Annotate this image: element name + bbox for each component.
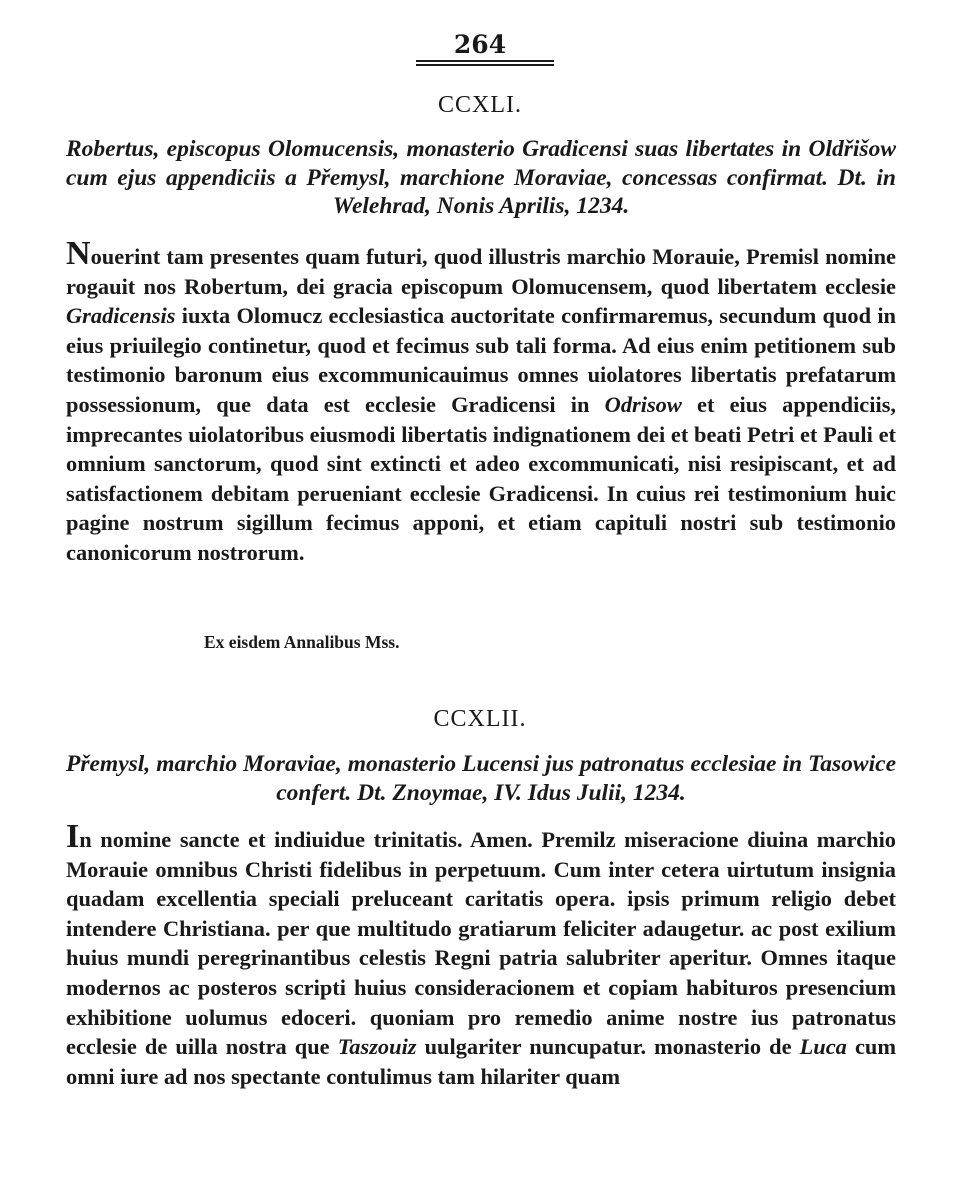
charter-text-ccxlii [66,818,896,1091]
charter-number-ccxlii: CCXLII. [433,706,527,732]
charter-text-segment: ouerint tam presentes quam futuri, quod illustris marchio Morauie, Premisl nomine rogauit nos Robertum, dei gracia episcopum Olomucensem, quod libertatem ecclesie [66,244,896,299]
charter-text-segment: uulgariter nuncupatur. monasterio de [416,1034,800,1060]
charter-text-segment: et eius appendiciis, imprecantes uiolatoribus eiusmodi libertatis indignationem dei et beati Petri et Pauli et omnium sanctorum, quod sint extincti et adeo excommunicati, nisi resipiscant, et ad satisfactionem debitam perueniant ecclesie Gradicensi. In cuius rei testimonium huic pagine nostrum sigillum fecimus apponi, et etiam capituli nostri sub testimonio canonicorum nostrorum. [66,391,897,565]
initial-letter: I [66,818,80,855]
page-number-rule-upper [416,60,554,62]
charter-summary-ccxlii: Přemysl, marchio Moraviae, monasterio Lucensi jus patronatus ecclesiae in Tasowice confert. Dt. Znoymae, IV. Idus Julii, 1234. [66,751,896,806]
place-name-gradicensis: Gradicensis [66,303,176,329]
place-name-luca: Luca [799,1034,847,1060]
place-name-odrisow: Odrisow [604,391,682,417]
charter-text-ccxli [66,235,897,568]
charter-text-segment: iuxta Olomucz ecclesiastica auctoritate confirmaremus, secundum quod in eius priuilegio continetur, quod et fecimus sub tali forma. Ad eius enim petitionem sub testimonio baronum eius excommunicauimus omnes uiolatores libertatis prefatarum possessionum, que data est ecclesie Gradicensi in [66,303,896,417]
charter-summary-ccxli: Robertus, episcopus Olomucensis, monasterio Gradicensi suas libertates in Oldřišow cum ejus appendiciis a Přemysl, marchione Moraviae, concessas confirmat. Dt. in Welehrad, Nonis Aprilis, 1234. [66,136,896,219]
charter-text-segment: n nomine sancte et indiuidue trinitatis. Amen. Premilz miseracione diuina marchio Morauie omnibus Christi fidelibus in perpetuum. Cum inter cetera uirtutum insignia quadam excellentia speciali preluceant caritatis opera. ipsis primum religio debet intendere Christiana. per que multitudo gratiarum feliciter adaugetur. ac post exilium huius mundi peregrinantibus celestis Regni patria salubriter aperitur. Omnes itaque modernos ac posteros scripti huius consideracionem et copiam habituros presencium exhibitione uolumus edoceri. quoniam pro remedio anime nostre ius patronatus ecclesie de uilla nostra que [66,827,896,1060]
place-name-taszouiz: Taszouiz [337,1034,417,1060]
initial-letter: N [66,235,91,272]
source-note: Ex eisdem Annalibus Mss. [204,632,400,652]
charter-number-ccxli: CCXLI. [438,92,522,118]
page-number-rule-lower [416,64,554,66]
charter-text-segment: cum omni iure ad nos spectante contulimus tam hilariter quam [66,1034,896,1089]
page-number: 264 [453,30,507,59]
